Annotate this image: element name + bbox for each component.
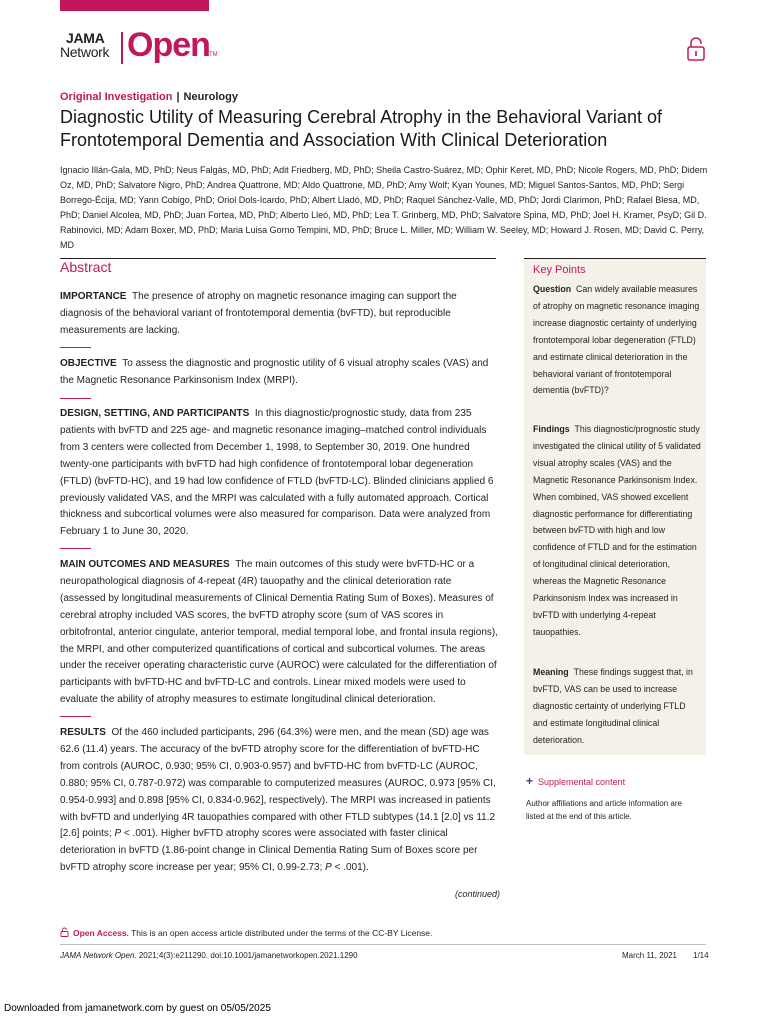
abstract-results (60, 725, 498, 877)
plus-icon: + (526, 774, 534, 788)
section-divider (60, 347, 91, 348)
article-type[interactable]: Original Investigation (60, 91, 173, 103)
key-points-heading: Key Points (533, 264, 586, 276)
importance-text: The presence of atrophy on magnetic resonance imaging can support the diagnosis of the behavioral variant of frontotemporal dementia (bvFTD), but reproducible measurements are lacking. (60, 291, 457, 336)
outcomes-label: MAIN OUTCOMES AND MEASURES (60, 559, 230, 570)
meaning-text: These findings suggest that, in bvFTD, VAS can be used to increase diagnostic certainty of underlying FTLD and estimate longitudinal clinical deterioration. (533, 667, 693, 745)
logo-trademark: TM (209, 52, 218, 58)
affiliations-note: Author affiliations and article information are listed at the end of this article. (526, 799, 682, 821)
objective-label: OBJECTIVE (60, 358, 117, 369)
findings-text: This diagnostic/prognostic study investigated the clinical utility of 5 validated visual atrophy scales (VAS) and the Magnetic Resonance Parkinsonism Index. When combined, VAS showed excellent diagnostic performance for differentiating between bvFTD with high and low confidence of FTLD and for the estimation of longitudinal clinical deterioration, whereas the Magnetic Resonance Parkinsonism Index was increased in bvFTD with underlying 4-repeat tauopathies. (533, 424, 701, 637)
p-symbol: P (114, 828, 122, 840)
abstract-heading: Abstract (60, 259, 112, 275)
abstract-top-rule (60, 258, 496, 259)
design-label: DESIGN, SETTING, AND PARTICIPANTS (60, 408, 250, 419)
section-divider (60, 398, 91, 399)
key-points-meaning (533, 664, 701, 749)
footer-doi[interactable]: 2021;4(3):e211290. doi:10.1001/jamanetworkopen.2021.1290 (136, 951, 358, 960)
results-label: RESULTS (60, 727, 106, 738)
abstract-outcomes (60, 557, 498, 709)
importance-label: IMPORTANCE (60, 291, 127, 302)
logo-divider (121, 32, 123, 64)
section-separator: | (176, 91, 180, 103)
footer-journal: JAMA Network Open. (60, 951, 137, 960)
logo-open: Open (127, 26, 210, 64)
section-divider (60, 548, 91, 549)
open-lock-icon (686, 36, 706, 62)
footer-date-page (622, 951, 709, 960)
open-access-label[interactable]: Open Access. (73, 928, 129, 938)
key-points-question (533, 281, 701, 399)
meaning-label: Meaning (533, 667, 569, 677)
outcomes-text: The main outcomes of this study were bvFTD-HC or a neuropathological diagnosis of 4-repeat (4R) tauopathy and the clinical deterioration rate (assessed by longitudinal measurements of Clinical Dementia Rating Sum of Boxes). Measures of cerebral atrophy included VAS scores, the bvFTD atrophy score (sum of VAS scores in orbitofrontal, anterior cingulate, anterior temporal, medial temporal lobe, and frontal insula regions), the MRPI, and other computerized quantifications of cortical and subcortical volumes. The areas under the receiver operating characteristic curve (AUROC) were calculated for the differentiation of participants with bvFTD-HC and bvFTD-LC and controls. Linear mixed models were used to evaluate the ability of atrophy measures to estimate longitudinal clinical deterioration. (60, 559, 499, 706)
footer-date: March 11, 2021 (622, 951, 677, 960)
logo-jama: JAMA (66, 30, 105, 46)
section-divider (60, 716, 91, 717)
article-category[interactable]: Neurology (183, 91, 238, 103)
objective-text: To assess the diagnostic and prognostic utility of 6 visual atrophy scales (VAS) and the Magnetic Resonance Parkinsonism Index (MRPI). (60, 358, 489, 386)
article-section (60, 91, 238, 103)
abstract-importance (60, 289, 498, 340)
abstract-objective (60, 356, 498, 390)
results-text: Of the 460 included participants, 296 (64.3%) were men, and the mean (SD) age was 62.6 (11.4) years. The accuracy of the bvFTD atrophy score for the differentiation of bvFTD-HC from controls (AUROC, 0.930; 95% CI, 0.903-0.957) and bvFTD-HC from bvFTD-LC (AUROC, 0.880; 95% CI, 0.787-0.972) was comparable to computerized measures (AUROC, 0.973 [95% CI, 0.954-0.993] and 0.898 [95% CI, 0.834-0.962], respectively). The MRPI was increased in patients with bvFTD and underlying 4R tauopathies compared with other FTLD subtypes (14.1 [2.0] vs 11.2 [2.6] points; (60, 727, 496, 840)
question-text: Can widely available measures of atrophy on magnetic resonance imaging increase diagnostic certainty of underlying frontotemporal lobar degeneration (FTLD) and estimate clinical deterioration in the behavioral variant of frontotemporal dementia (bvFTD)? (533, 284, 700, 396)
logo-network: Network (60, 44, 110, 60)
design-text: In this diagnostic/prognostic study, data from 235 patients with bvFTD and 225 age- and magnetic resonance imaging–matched control individuals from 3 centers were collected from December 1, 1998, to September 30, 2019. One hundred twenty-one participants with bvFTD had high confidence of frontotemporal lobar degeneration (FTLD) (bvFTD-HC), and 19 had low confidence of FTLD (bvFTD-LC). Blinded clinicians applied 6 previously validated VAS, and the MRPI was calculated with a fully automated approach. Cortical thickness and subcortical volumes were also measured for comparison. Data were analyzed from February 1 to June 30, 2020. (60, 408, 494, 538)
continued-note: (continued) (455, 889, 501, 899)
supplemental-content-link[interactable] (526, 774, 625, 788)
abstract-design (60, 406, 498, 541)
footer-citation (60, 951, 358, 960)
p-symbol: P (325, 862, 332, 874)
open-access-lock-icon (60, 927, 69, 937)
article-title: Diagnostic Utility of Measuring Cerebral Atrophy in the Behavioral Variant of Frontotemporal Dementia and Association With Clinical Deterioration (60, 107, 662, 150)
key-points-findings (533, 421, 701, 641)
author-list: Ignacio Illán-Gala, MD, PhD; Neus Falgàs, MD, PhD; Adit Friedberg, MD, PhD; Sheila Castro-Suárez, MD; Ophir Keret, MD, PhD; Nicole Rogers, MD, PhD; Didem Oz, MD, PhD; Salvatore Nigro, PhD; Andrea Quattrone, MD; Aldo Quattrone, MD, PhD; Amy Wolf; Kyan Younes, MD; Miguel Santos-Santos, MD, PhD; Sergi Borrego-Écija, MD; Yann Cobigo, PhD; Oriol Dols-Icardo, PhD; Albert Lladó, MD, PhD; Raquel Sánchez-Valle, MD, PhD; Jordi Clarimon, PhD; Rafael Blesa, MD, PhD; Daniel Alcolea, MD, PhD; Juan Fortea, MD, PhD; Alberto Lleó, MD, PhD; Lea T. Grinberg, MD, PhD; Salvatore Spina, MD, PhD; Joel H. Kramer, PsyD; Gil D. Rabinovici, MD; Adam Boxer, MD, PhD; Maria Luisa Gorno Tempini, MD, PhD; Bruce L. Miller, MD; William W. Seeley, MD; Howard J. Rosen, MD; David C. Perry, MD (60, 165, 708, 250)
download-note: Downloaded from jamanetwork.com by guest on 05/05/2025 (4, 1003, 271, 1014)
results-text-b: < .001). Higher bvFTD atrophy scores were associated with faster clinical deterioration in bvFTD (1.86-point change in Clinical Dementia Rating Sum of Boxes score per bvFTD atrophy score increase per year; 95% CI, 0.99-2.73; (60, 828, 478, 874)
results-text-c: < .001). (331, 862, 369, 874)
open-access-text: This is an open access article distributed under the terms of the CC-BY License. (128, 928, 433, 938)
findings-label: Findings (533, 424, 570, 434)
footer-rule (60, 944, 706, 945)
question-label: Question (533, 284, 572, 294)
footer-page: 1/14 (693, 951, 709, 960)
top-accent-bar (60, 0, 209, 11)
supplemental-label: Supplemental content (538, 777, 626, 787)
open-access-notice (60, 927, 432, 938)
